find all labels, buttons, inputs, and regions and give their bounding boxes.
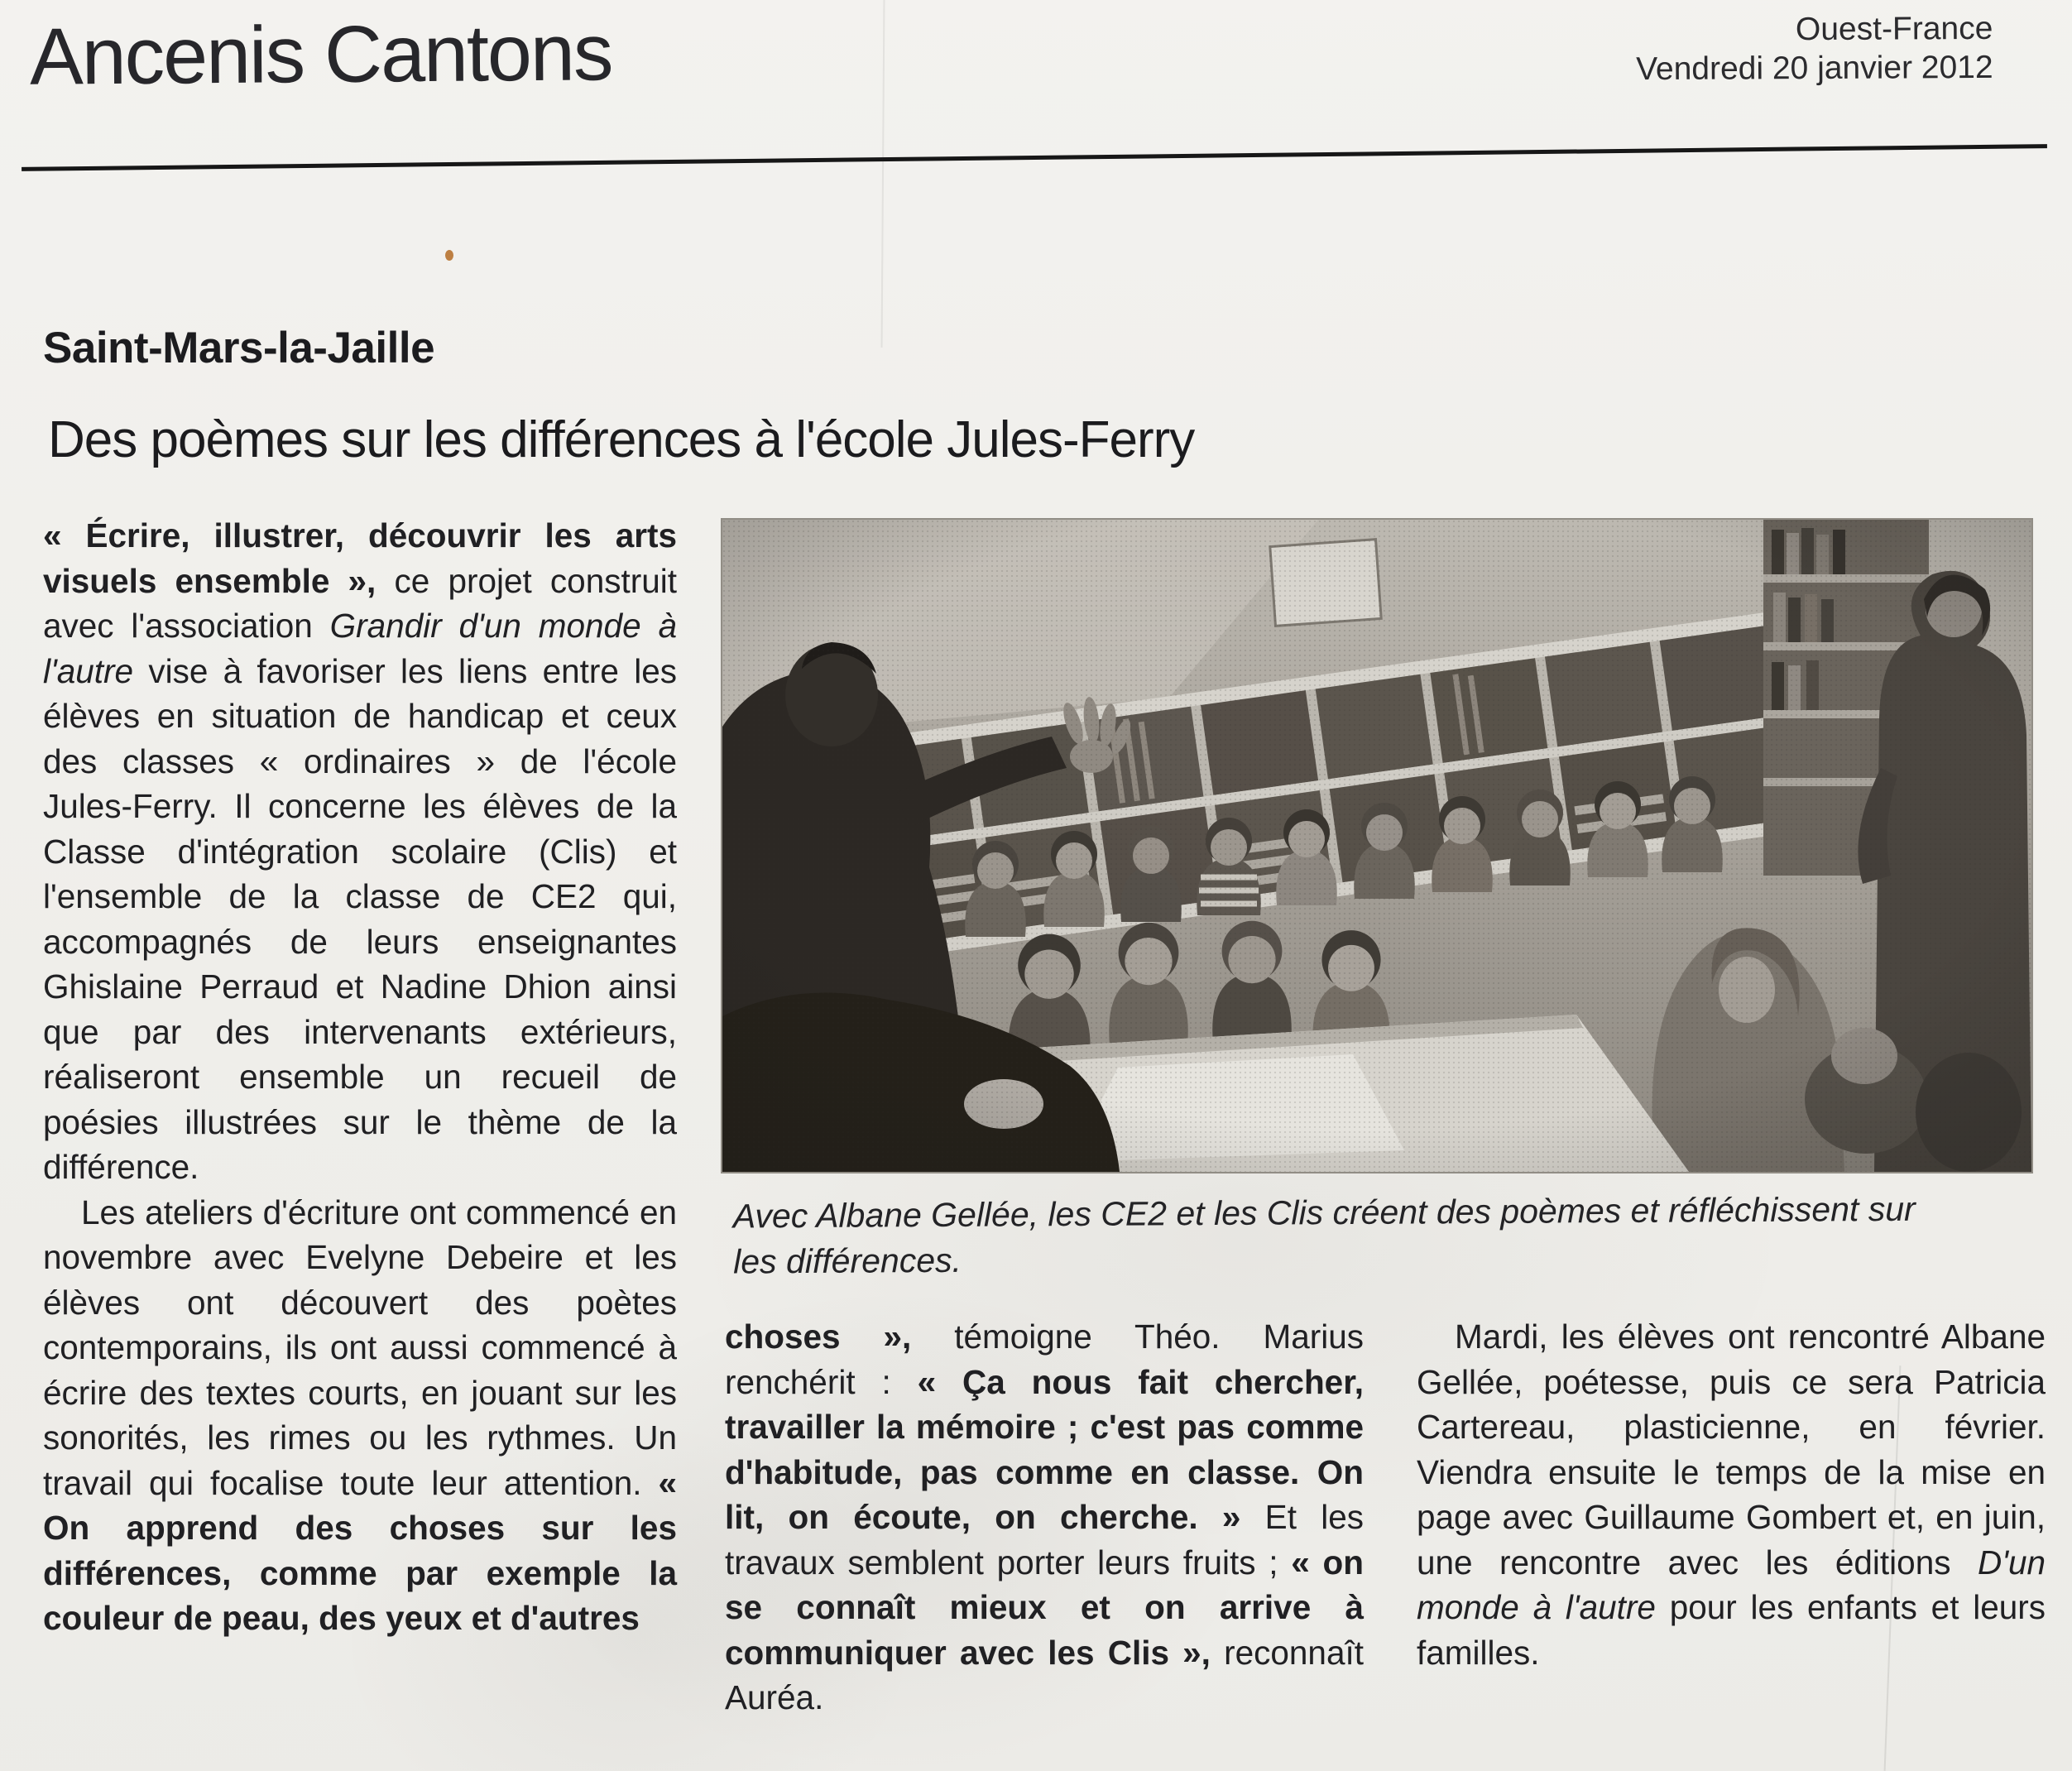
- p3-bold-2: « Ça nous fait chercher, travailler la mémoire ; c'est pas comme d'habitude, pas comme en classe. On lit, on écoute, on cherche. »: [725, 1362, 1364, 1536]
- paragraph-4: [1417, 1314, 2046, 1675]
- p3-bold-3: « on se connaît mieux et on arrive à communiquer avec les Clis »,: [725, 1543, 1364, 1672]
- article-column-right: [1417, 1314, 2046, 1675]
- p1-italic-association: Grandir d'un monde à l'autre: [43, 607, 677, 690]
- p3-text-1: témoigne Théo. Marius renchérit :: [725, 1317, 1365, 1401]
- page-title: Ancenis Cantons: [29, 7, 612, 102]
- p2-bold-quote: « On apprend des choses sur les différences, comme par exemple la couleur de peau, des yeux et d'autres: [43, 1463, 677, 1637]
- section-heading: Saint-Mars-la-Jaille: [43, 324, 435, 372]
- header-rule: [22, 144, 2047, 171]
- p3-text-3: reconnaît Auréa.: [725, 1633, 1364, 1716]
- p1-text-1: ce projet construit avec l'association: [43, 561, 677, 645]
- p4-text-1: Mardi, les élèves ont rencontré Albane Gellée, poétesse, puis ce sera Patricia Cartereau, plasticienne, en février. Viendra ensuite le temps de la mise en page avec Guillaume Gombert et, en juin, une rencontre avec les éditions: [1417, 1317, 2046, 1581]
- p1-text-2: vise à favoriser les liens entre les élèves en situation de handicap et ceux des classes « ordinaires » de l'école Jules-Ferry. Il concerne les élèves de la Classe d'intégration scolaire (Clis) et l'ensemble de la classe de CE2 qui, accompagnés de leurs enseignantes Ghislaine Perraud et Nadine Dhion ainsi que par des intervenants extérieurs, réaliseront ensemble un recueil de poésies illustrées sur le thème de la différence.: [43, 651, 677, 1186]
- article-column-left: [43, 513, 677, 1641]
- photo-caption: Avec Albane Gellée, les CE2 et les Clis créent des poèmes et réfléchissent sur les différences.: [732, 1189, 1916, 1281]
- paragraph-2: [43, 1190, 677, 1641]
- paragraph-1: [43, 513, 677, 1190]
- article-column-middle: [725, 1314, 1364, 1721]
- p4-text-2: pour les enfants et leurs familles.: [1417, 1588, 2046, 1672]
- article-title: Des poèmes sur les différences à l'école Jules-Ferry: [48, 411, 1195, 468]
- p3-text-2: Et les travaux semblent porter leurs fruits ;: [725, 1498, 1364, 1581]
- paper-stain: [445, 250, 453, 261]
- p2-text-1: Les ateliers d'écriture ont commencé en novembre avec Evelyne Debeire et les élèves ont découvert des poètes contemporains, ils ont aussi commencé à écrire des textes courts, en jouant sur les sonorités, les rimes ou les rythmes. Un travail qui focalise toute leur attention.: [43, 1193, 677, 1502]
- p4-italic-editions: D'un monde à l'autre: [1417, 1543, 2046, 1626]
- newspaper-name: Ouest-France: [1795, 10, 1993, 48]
- p3-bold-1: choses »,: [725, 1317, 912, 1356]
- p1-bold-lead: « Écrire, illustrer, découvrir les arts visuels ensemble »,: [43, 516, 677, 600]
- paper-crease-top: [881, 0, 885, 348]
- edition-date: Vendredi 20 janvier 2012: [1635, 49, 1993, 88]
- paragraph-3: [725, 1314, 1364, 1721]
- article-photo: [722, 520, 2031, 1172]
- classroom-photo-illustration: [722, 520, 2031, 1172]
- edition-meta: [1635, 9, 1993, 89]
